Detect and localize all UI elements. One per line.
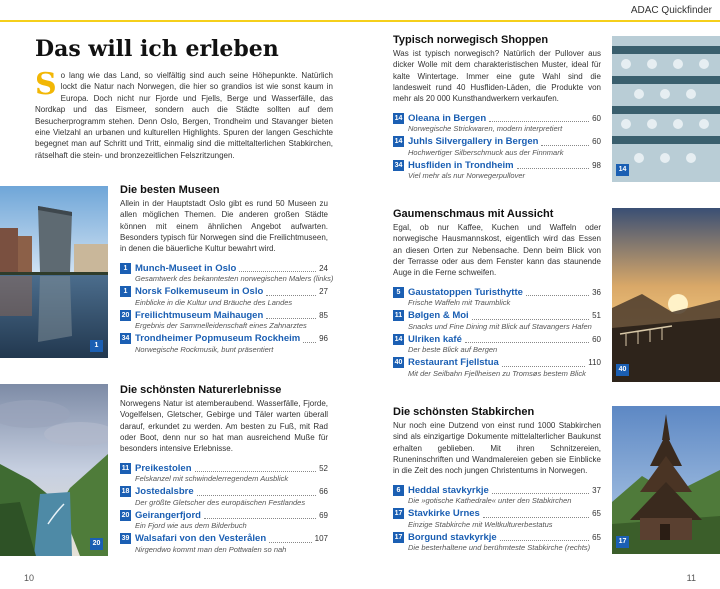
- entry-title[interactable]: Geirangerfjord: [135, 509, 201, 521]
- leader-dots: [541, 138, 589, 146]
- list-item[interactable]: [393, 508, 601, 532]
- entry-description: Der beste Blick auf Bergen: [408, 345, 498, 355]
- leader-dots: [239, 264, 316, 272]
- drop-cap: S: [35, 67, 57, 102]
- location-number: 6: [393, 485, 404, 496]
- page-reference: 96: [319, 334, 328, 344]
- entry-description: Viel mehr als nur Norwegerpullover: [408, 171, 525, 181]
- leader-dots: [502, 359, 585, 367]
- list-item[interactable]: [120, 462, 328, 486]
- list-item[interactable]: [393, 333, 601, 357]
- entry-description: Frische Waffeln mit Traumblick: [408, 298, 511, 308]
- page-reference: 69: [319, 510, 328, 520]
- location-number: 14: [394, 138, 403, 146]
- leader-dots: [500, 533, 589, 541]
- location-number: 1: [120, 263, 131, 274]
- entry-title[interactable]: Bølgen & Moi: [408, 310, 469, 322]
- page-reference: 110: [588, 358, 601, 368]
- entry-description: Nirgendwo kommt man den Pottwalen so nah: [135, 544, 287, 554]
- leader-dots: [195, 464, 317, 472]
- page-title: Das will ich erleben: [35, 36, 279, 62]
- food-section: [393, 208, 601, 380]
- entry-title[interactable]: Jostedalsbre: [135, 486, 194, 498]
- entry-title[interactable]: Restaurant Fjellstua: [408, 357, 499, 369]
- list-item[interactable]: [120, 309, 328, 333]
- nature-photo: [0, 384, 108, 556]
- list-item[interactable]: [120, 533, 328, 557]
- list-item[interactable]: [393, 136, 601, 160]
- list-item[interactable]: [393, 357, 601, 381]
- list-item[interactable]: [120, 286, 328, 310]
- photo-badge: 20: [90, 538, 103, 550]
- entry-description: Norwegische Rockmusik, bunt präsentiert: [135, 344, 274, 354]
- entry-description: Einblicke in die Kultur und Bräuche des Landes: [135, 297, 293, 307]
- section-body: Allein in der Hauptstadt Oslo gibt es rund 50 Museen zu allen möglichen Themen. Die anderen großen Städte können mit einem ähnlichen Angebot aufwarten. Besonders typisch für Norwegen sind die Freilichtmuseen, in denen die bäuerliche Kultur bewahrt wird.: [120, 199, 328, 254]
- section-title: Die besten Museen: [120, 184, 220, 196]
- entry-description: Die besterhaltene und berühmteste Stabkirche (rechts): [408, 543, 591, 553]
- leader-dots: [465, 335, 589, 343]
- leader-dots: [492, 486, 589, 494]
- leader-dots: [526, 288, 589, 296]
- page-reference: 60: [592, 137, 601, 147]
- leader-dots: [489, 114, 589, 122]
- running-header: [0, 0, 720, 22]
- entry-title[interactable]: Heddal stavkyrkje: [408, 484, 489, 496]
- entry-description: Felskanzel mit schwindelerregendem Ausblick: [135, 474, 289, 484]
- entry-title[interactable]: Ulriken kafé: [408, 333, 462, 345]
- entry-description: Ein Fjord wie aus dem Bilderbuch: [135, 521, 247, 531]
- churches-list: [393, 484, 601, 555]
- entry-description: Einzige Stabkirche mit Weltkulturerbestatus: [408, 519, 553, 529]
- entry-title[interactable]: Oleana in Bergen: [408, 112, 487, 124]
- location-number: 11: [121, 464, 130, 472]
- fjord-photo-image: [0, 384, 108, 556]
- entry-title[interactable]: Preikestolen: [135, 462, 192, 474]
- location-number: 39: [121, 535, 130, 543]
- leader-dots: [204, 511, 316, 519]
- leader-dots: [472, 312, 589, 320]
- entry-title[interactable]: Gaustatoppen Turisthytte: [408, 286, 523, 298]
- photo-badge: 40: [616, 364, 629, 376]
- stave-church-photo: [612, 406, 720, 554]
- entry-description: Hochwertiger Silberschmuck aus der Finnmark: [408, 147, 564, 157]
- list-item[interactable]: [393, 286, 601, 310]
- location-number: 20: [121, 311, 130, 319]
- section-title: Gaumenschmaus mit Aussicht: [393, 208, 554, 220]
- leader-dots: [197, 488, 316, 496]
- location-number: 18: [121, 488, 130, 496]
- page-reference: 85: [319, 310, 328, 320]
- nature-section: [120, 384, 328, 556]
- list-item[interactable]: [393, 531, 601, 555]
- leader-dots: [269, 535, 312, 543]
- museum-photo: [0, 186, 108, 358]
- knitwear-photo: [612, 36, 720, 182]
- list-item[interactable]: [120, 262, 334, 286]
- leader-dots: [303, 335, 316, 343]
- museums-section: [120, 184, 334, 356]
- shopping-list: [393, 112, 601, 183]
- location-number: 34: [394, 161, 403, 169]
- entry-description: Der größte Gletscher des europäischen Festlandes: [135, 497, 306, 507]
- list-item[interactable]: [393, 484, 601, 508]
- page-number: 11: [686, 573, 696, 583]
- page-number: 10: [24, 573, 35, 583]
- list-item[interactable]: [393, 159, 601, 183]
- stave-church-photo-image: [612, 406, 720, 554]
- entry-title[interactable]: Borgund stavkyrkje: [408, 531, 497, 543]
- entry-description: Ergebnis der Sammelleidenschaft eines Zahnarztes: [135, 321, 307, 331]
- page-reference: 65: [592, 509, 601, 519]
- photo-badge: 17: [616, 536, 629, 548]
- entry-title[interactable]: Juhls Silvergallery in Bergen: [408, 136, 539, 148]
- entry-description: Die »gotische Kathedrale« unter den Stabkirchen: [408, 496, 572, 506]
- location-number: 17: [394, 510, 403, 518]
- location-number: 1: [120, 286, 131, 297]
- viewpoint-photo-image: [612, 208, 720, 382]
- intro-paragraph: [35, 67, 333, 161]
- page-reference: 60: [592, 334, 601, 344]
- location-number: 17: [394, 533, 403, 541]
- list-item[interactable]: [120, 333, 328, 357]
- intro-text: o lang wie das Land, so vielfältig sind auch seine Höhepunkte. Natürlich lockt die Natur nach Norwegen, die hier so grandios ist wie sonst kaum in Europa. Doch nicht nur Fjorde und Fjells, Berge und Wasserfälle, das Nordkap und das Eismeer, sondern auch die Städte sollten auf dem Besucherprogramm stehen. Denn Oslo, Bergen, Trondheim und Stavanger bieten eine Vielzahl an urbanen und kulturellen Highlights. Spuren der langen Geschichte begegnet man auf Schritt und Tritt, einmalig sind die mitteltalterlichen Stabkirchen, rätselhaft die stein- und bronzezeitlichen Felszritzungen.: [35, 71, 333, 160]
- leader-dots: [483, 510, 589, 518]
- leader-dots: [517, 161, 590, 169]
- museum-list: [120, 262, 334, 356]
- section-title: Die schönsten Naturerlebnisse: [120, 384, 282, 396]
- knitwear-photo-image: [612, 36, 720, 182]
- list-item[interactable]: [120, 509, 328, 533]
- photo-badge: 14: [616, 164, 629, 176]
- museum-photo-image: [0, 186, 108, 358]
- section-body: Norwegens Natur ist atemberaubend. Wasserfälle, Fjorde, Vogelfelsen, Gletscher, Gebirge und Täler warten überall darauf, erkundet zu werden. Am besten zu Fuß, mit Rad oder Boot, denn nur so hat man ausreichend Muße für besonders intensive Erlebnisse.: [120, 399, 328, 454]
- page-reference: 51: [592, 311, 601, 321]
- entry-title[interactable]: Stavkirke Urnes: [408, 508, 480, 520]
- photo-badge: 1: [90, 340, 103, 352]
- viewpoint-photo: [612, 208, 720, 382]
- leader-dots: [266, 311, 316, 319]
- page-reference: 37: [592, 485, 601, 495]
- entry-title[interactable]: Trondheimer Popmuseum Rockheim: [135, 333, 301, 345]
- section-body: Was ist typisch norwegisch? Natürlich der Pullover aus dicker Wolle mit dem charakteristischen Muster, ideal für kalte Wintertage. Immer eine gute Wahl sind die landesweit rund 40 Husfliden-Läden, die Produkte von mehr als 20 000 Kunsthandwerkern verkaufen.: [393, 49, 601, 104]
- food-list: [393, 286, 601, 380]
- location-number: 11: [394, 312, 403, 320]
- page-reference: 36: [592, 287, 601, 297]
- location-number: 34: [121, 335, 130, 343]
- page-reference: 107: [314, 534, 328, 544]
- list-item[interactable]: [393, 112, 601, 136]
- right-page: [360, 22, 720, 589]
- list-item[interactable]: [393, 310, 601, 334]
- entry-description: Snacks und Fine Dining mit Blick auf Stavangers Hafen: [408, 321, 592, 331]
- entry-description: Gesamtwerk des bekanntesten norwegischen Malers (links): [135, 274, 334, 284]
- leader-dots: [266, 288, 316, 296]
- section-body: Egal, ob nur Kaffee, Kuchen und Waffeln oder norwegische Hausmannskost, eigentlich wird das Essen an diesen Orten zur Nebensache. Denn beim Blick von der Terrasse oder aus dem Fenster kann das staunende Auge in die Ferne schweifen.: [393, 223, 601, 278]
- left-page: [0, 22, 360, 589]
- header-title: ADAC Quickfinder: [630, 5, 712, 16]
- nature-list: [120, 462, 328, 556]
- page-reference: 27: [319, 287, 328, 297]
- location-number: 40: [394, 359, 403, 367]
- entry-title[interactable]: Munch-Museet in Oslo: [135, 262, 237, 274]
- entry-title[interactable]: Walsafari von den Vesterålen: [135, 533, 267, 545]
- entry-title[interactable]: Freilichtmuseum Maihaugen: [135, 309, 264, 321]
- location-number: 5: [393, 287, 404, 298]
- list-item[interactable]: [120, 486, 328, 510]
- entry-description: Mit der Seilbahn Fjellheisen zu Tromsøs bestem Blick: [408, 368, 586, 378]
- shopping-section: [393, 34, 601, 183]
- section-body: Nur noch eine Dutzend von einst rund 1000 Stabkirchen sind als einzigartige Dokumente mittelalterlicher Baukunst erhalten geblieben. Mit ihren Schnitzereien, Runeninschriften und Wandmalereien geben sie Einblicke in die Zeit des noch jungen Christentums in Norwegen.: [393, 421, 601, 476]
- page-reference: 65: [592, 532, 601, 542]
- entry-title[interactable]: Norsk Folkemuseum in Oslo: [135, 286, 264, 298]
- location-number: 14: [394, 335, 403, 343]
- entry-title[interactable]: Husfliden in Trondheim: [408, 159, 514, 171]
- location-number: 14: [394, 114, 403, 122]
- section-title: Die schönsten Stabkirchen: [393, 406, 535, 418]
- page-reference: 66: [319, 487, 328, 497]
- page-reference: 24: [319, 263, 328, 273]
- entry-description: Norwegische Strickwaren, modern interpretiert: [408, 124, 563, 134]
- page-reference: 98: [592, 160, 601, 170]
- section-title: Typisch norwegisch Shoppen: [393, 34, 549, 46]
- page-reference: 60: [592, 113, 601, 123]
- location-number: 20: [121, 511, 130, 519]
- page-reference: 52: [319, 463, 328, 473]
- churches-section: [393, 406, 601, 555]
